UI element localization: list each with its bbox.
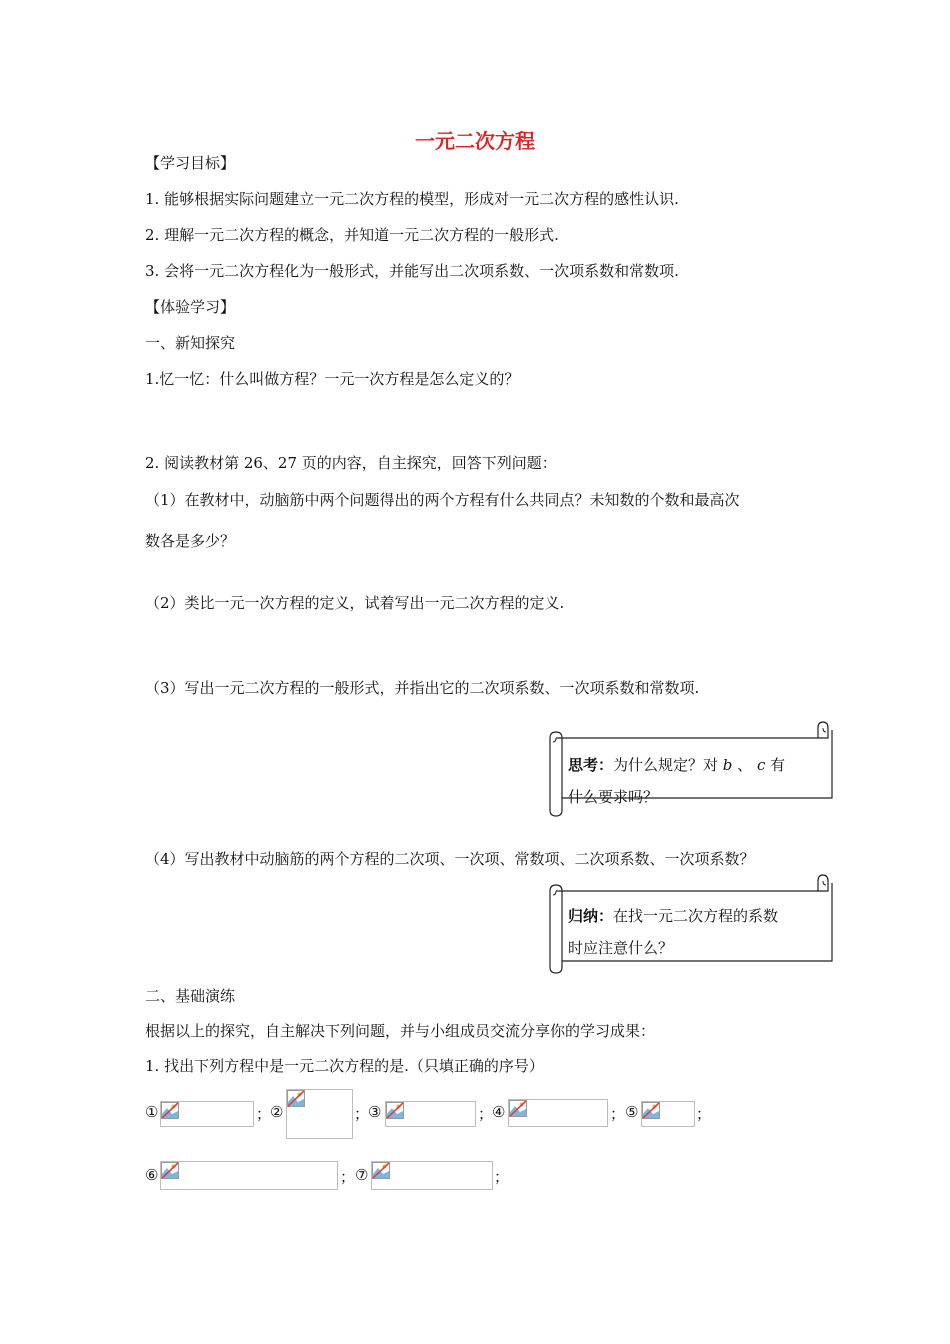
option-number: ⑤ [625,1103,639,1121]
broken-image-icon [642,1102,660,1118]
option-number: ④ [492,1103,506,1121]
part2-heading: 二、基础演练 [145,987,236,1005]
broken-image-icon [509,1100,527,1116]
question-2-4: （4）写出教材中动脑筋的两个方程的二次项、一次项、常数项、二次项系数、一次项系数？ [145,850,755,868]
separator: ； [478,1105,494,1123]
page-title: 一元二次方程 [415,129,535,153]
question-2-1-line1: （1）在教材中，动脑筋中两个问题得出的两个方程有什么共同点？未知数的个数和最高次 [145,491,740,509]
think-scroll [542,720,838,818]
broken-image-icon [287,1090,305,1106]
broken-image-icon [161,1102,179,1118]
separator: ； [494,1168,510,1186]
question-1: 1.忆一忆：什么叫做方程？一元一次方程是怎么定义的？ [145,370,520,388]
summary-label: 归纳： [568,907,614,925]
equation-image [371,1161,493,1190]
goal-item: 2. 理解一元二次方程的概念，并知道一元二次方程的一般形式. [145,226,559,244]
goals-heading: 【学习目标】 [145,154,236,172]
separator: ； [696,1105,712,1123]
equation-image [286,1089,353,1139]
separator: ； [610,1105,626,1123]
equation-image [160,1101,254,1127]
broken-image-icon [372,1162,390,1178]
summary-scroll [542,873,838,975]
goal-item: 1. 能够根据实际问题建立一元二次方程的模型，形成对一元二次方程的感性认识. [145,190,679,208]
part1-heading: 一、新知探究 [145,334,236,352]
equation-image [385,1101,476,1127]
question-2-1-line2: 数各是多少？ [145,532,236,550]
option-number: ⑥ [145,1166,159,1184]
summary-line-2: 时应注意什么？ [568,939,674,957]
goal-item: 3. 会将一元二次方程化为一般形式，并能写出二次项系数、一次项系数和常数项. [145,262,679,280]
separator: ； [340,1168,356,1186]
experience-heading: 【体验学习】 [145,298,236,316]
exercise-1: 1. 找出下列方程中是一元二次方程的是.（只填正确的序号） [145,1057,544,1075]
question-2: 2. 阅读教材第 26、27 页的内容，自主探究，回答下列问题： [145,454,557,472]
part2-intro: 根据以上的探究，自主解决下列问题，并与小组成员交流分享你的学习成果： [145,1022,656,1040]
option-number: ② [270,1103,284,1121]
option-number: ① [145,1103,159,1121]
broken-image-icon [386,1102,404,1118]
question-2-3: （3）写出一元二次方程的一般形式，并指出它的二次项系数、一次项系数和常数项. [145,679,700,697]
broken-image-icon [161,1162,179,1178]
separator: ； [256,1105,272,1123]
think-line-1: 思考：为什么规定？对 b 、 c 有 [568,756,786,774]
equation-image [160,1161,338,1190]
question-2-2: （2）类比一元一次方程的定义，试着写出一元二次方程的定义. [145,594,565,612]
think-line-2: 什么要求吗？ [568,788,659,806]
option-number: ⑦ [355,1166,369,1184]
separator: ； [354,1105,370,1123]
think-label: 思考： [568,756,614,774]
equation-image [508,1099,608,1127]
option-number: ③ [368,1103,382,1121]
equation-image [641,1101,695,1127]
summary-line-1: 归纳：在找一元二次方程的系数 [568,907,779,925]
